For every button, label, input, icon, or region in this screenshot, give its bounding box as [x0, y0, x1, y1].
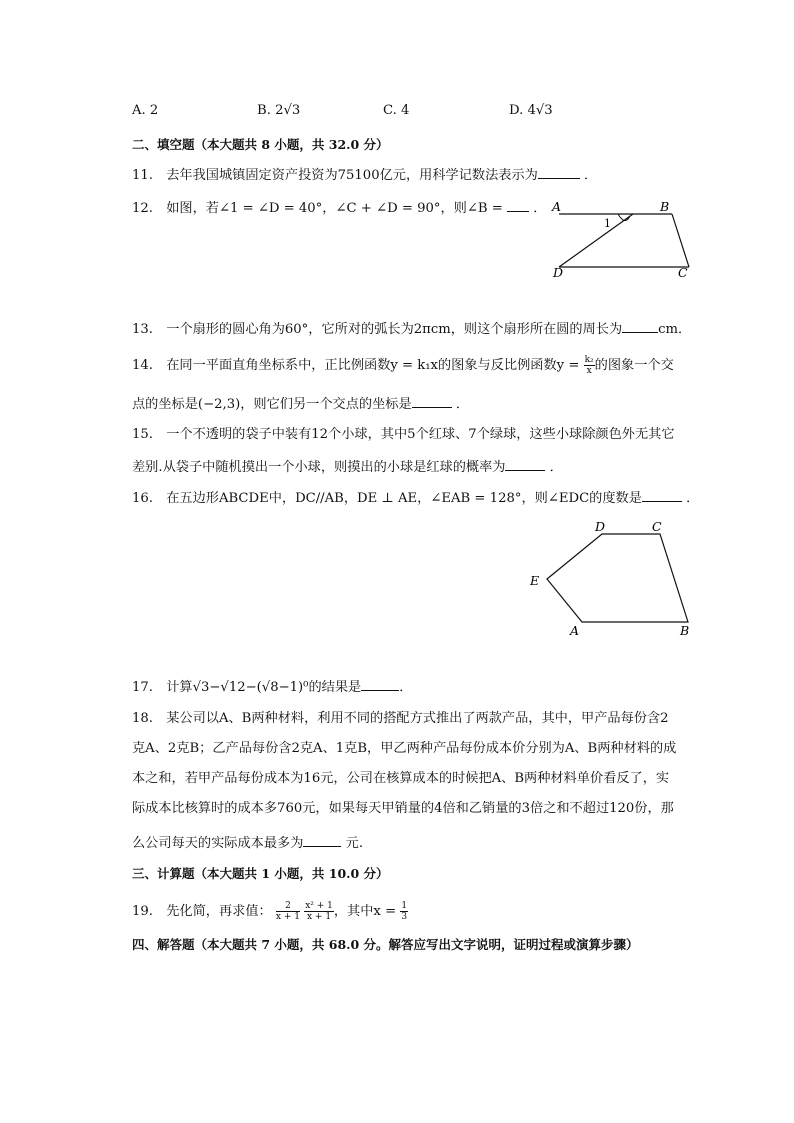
pentagon-ABCDE: [547, 534, 688, 622]
label-angle-1: 1: [604, 217, 611, 230]
label-D: D: [595, 519, 606, 534]
label-C: C: [678, 265, 688, 280]
question-number: 15.: [132, 427, 153, 442]
question-end: ．: [533, 201, 547, 216]
question-18-line-3: 本之和，若甲产品每份成本为16元，公司在核算成本的时候把A、B两种材料单价看反了，实: [132, 771, 670, 786]
option-c: C. 4: [383, 103, 410, 118]
question-end: ．: [549, 460, 563, 475]
label-A: A: [552, 199, 562, 214]
question-text: 计算√3−√12−(√8−1)⁰的结果是: [166, 680, 362, 695]
question-text: 在同一平面直角坐标系中，正比例函数y = k₁x的图象与反比例函数y =: [166, 358, 580, 373]
answer-blank[interactable]: [412, 393, 452, 408]
transversal-line: [559, 214, 633, 267]
question-number: 19.: [132, 904, 153, 919]
question-text: 某公司以A、B两种材料，利用不同的搭配方式推出了两款产品，其中，甲产品每份含2: [166, 711, 669, 726]
question-14-line-2: [132, 393, 469, 415]
question-14: [132, 355, 674, 376]
answer-blank[interactable]: [622, 318, 658, 333]
label-D: D: [553, 265, 564, 280]
question-19: [132, 901, 408, 922]
question-16: [132, 487, 699, 509]
question-end: ．: [455, 397, 470, 412]
question-17: [132, 676, 412, 698]
label-B: B: [680, 623, 690, 638]
figure-pentagon: [520, 515, 710, 645]
question-number: 17.: [132, 680, 153, 695]
question-end: 元.: [345, 836, 364, 851]
answer-blank[interactable]: [505, 456, 545, 471]
question-15-line-2: [132, 456, 563, 478]
section-heading-fill-blank: 二、填空题（本大题共 8 小题，共 32.0 分）: [132, 137, 389, 152]
answer-blank[interactable]: [642, 487, 682, 502]
question-18-line-5: [132, 832, 363, 854]
option-b: B. 2√3: [257, 103, 301, 118]
question-number: 12.: [132, 201, 153, 216]
answer-blank[interactable]: [303, 832, 341, 847]
answer-blank[interactable]: [538, 164, 580, 179]
question-end: cm．: [658, 322, 692, 337]
option-a: A. 2: [132, 103, 159, 118]
fraction-x2-plus-1-over-x-plus-1: $\frac{\text{x² + 1}}{x + 1}$: [305, 901, 333, 922]
question-number: 18.: [132, 711, 153, 726]
question-15: [132, 425, 675, 445]
question-number: 13.: [132, 322, 153, 337]
question-text: 先化简，再求值：: [166, 904, 272, 919]
section-heading-answer: 四、解答题（本大题共 7 小题，共 68.0 分。解答应写出文字说明，证明过程或演算步骤）: [132, 937, 639, 952]
question-12: [132, 197, 546, 219]
question-number: 16.: [132, 491, 153, 506]
question-number: 14.: [132, 358, 153, 373]
question-text: 差别.从袋子中随机摸出一个小球，则摸出的小球是红球的概率为: [132, 460, 506, 475]
question-18: [132, 709, 669, 729]
question-end: ．: [686, 491, 700, 506]
label-B: B: [660, 199, 670, 214]
question-text-mid: ，其中x =: [333, 904, 397, 919]
answer-blank[interactable]: [507, 197, 529, 212]
section-heading-calculation: 三、计算题（本大题共 1 小题，共 10.0 分）: [132, 866, 389, 881]
label-C: C: [652, 519, 662, 534]
edge-BC: [672, 214, 689, 267]
question-number: 11.: [132, 168, 153, 183]
question-end: ．: [584, 168, 598, 183]
label-A: A: [570, 623, 580, 638]
fraction-1-over-3: $\frac{1}{3}$: [401, 901, 408, 922]
question-text: 如图，若∠1 = ∠D = 40°，∠C + ∠D = 90°，则∠B =: [166, 201, 503, 216]
fraction-k2-over-x: $\frac{\text{k₂}}{x}$: [584, 355, 594, 376]
question-end: ．: [399, 680, 413, 695]
question-text: 在五边形ABCDE中，DC//AB，DE ⊥ AE，∠EAB = 128°，则∠EDC的度数是: [166, 491, 642, 506]
question-11: [132, 164, 597, 186]
figure-trapezoid: [540, 195, 710, 290]
question-text: 一个不透明的袋子中装有12个小球，其中5个红球、7个绿球，这些小球除颜色外无其它: [166, 427, 675, 442]
question-text: 一个扇形的圆心角为60°，它所对的弧长为2πcm，则这个扇形所在圆的周长为: [166, 322, 623, 337]
question-13: [132, 318, 691, 340]
question-text: 点的坐标是(−2,3)，则它们另一个交点的坐标是: [132, 397, 412, 412]
label-E: E: [530, 573, 540, 588]
question-text-cont: 的图象一个交: [594, 358, 674, 373]
question-text: 去年我国城镇固定资产投资为75100亿元，用科学记数法表示为: [166, 168, 538, 183]
option-d: D. 4√3: [509, 103, 553, 118]
fraction-2-over-x-plus-1: $\frac{2}{x + 1}$: [275, 901, 300, 922]
question-18-line-4: 际成本比核算时的成本多760元，如果每天甲销量的4倍和乙销量的3倍之和不超过120份，那: [132, 801, 674, 816]
answer-blank[interactable]: [361, 676, 399, 691]
question-text: 么公司每天的实际成本最多为: [132, 836, 304, 851]
question-18-line-2: 克A、2克B；乙产品每份含2克A、1克B，甲乙两种产品每份成本价分别为A、B两种材料的成: [132, 741, 677, 756]
